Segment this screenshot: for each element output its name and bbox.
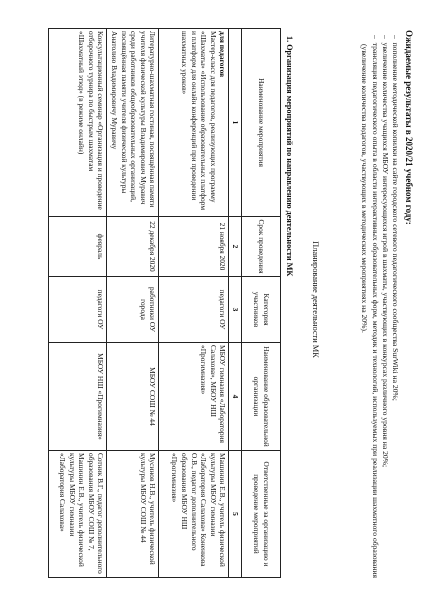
list-item-text: увеличение количества учащихся МБОУ интересующихся игрой в шахматы, участвующих в конкурсах различного уровня на 20%; [380, 42, 390, 468]
event-cell [107, 29, 159, 217]
header-organization: Наименование образовательной организации [242, 343, 281, 451]
participants-cell: педагоги ОУ [159, 277, 229, 343]
events-table [48, 28, 281, 578]
header-event: Наименование мероприятия [242, 29, 281, 217]
table-row [159, 29, 229, 578]
expected-results-heading: Ожидаемые результаты в 2020/21 учебном году: [404, 30, 414, 225]
col-number: 4 [229, 343, 242, 451]
col-number: 1 [229, 29, 242, 217]
header-date: Срок проведения [242, 217, 281, 277]
table-row [49, 29, 107, 578]
list-item: – пополнение методической копилки на сайте городского сетевого педагогического сообщества SurWiki на 20%; [391, 35, 400, 401]
list-item: – увеличение количества учащихся МБОУ интересующихся игрой в шахматы, участвующих в конкурсах различного уровня на 20%; [380, 35, 390, 468]
organization-cell: МБОУ НШ «Прогимназия» [49, 343, 107, 451]
participants-cell: работники ОУ города [107, 277, 159, 343]
list-item-text: трансляция педагогического опыта в области интерактивных образовательных форм, методик и технологий, используемых при реализации шахматного образования (увеличение количества педагогов, участвующих в методических мероприятиях на 20%). [360, 42, 380, 579]
date-cell: 21 ноября 2020 [159, 217, 229, 277]
col-number: 3 [229, 277, 242, 343]
expected-results-list [359, 30, 400, 578]
col-number: 5 [229, 451, 242, 578]
event-cell: Консультационный семинар «Организация и проведение отборочного турнира по быстрым шахматам «Шахматный этюд» (в режиме онлайн) [49, 29, 107, 217]
group-label: для педагогов [218, 31, 228, 78]
table-row [107, 29, 159, 578]
event-text: Мастер-класс для педагогов, реализующих программу «Шахматы» «Использование образовательных платформ и платформ для онлайн конференций при проведении шахматных уроков» [180, 31, 218, 211]
organization-cell: МБОУ СОШ № 44 [107, 343, 159, 451]
responsible-cell: Машинин Е.В., учитель физической культуры МБОУ гимназии «Лаборатория Салахова» Коненкова О.В., педагог дополнительного образования МБОУ НШ «Прогимназия» [159, 451, 229, 578]
table-header-row [242, 29, 281, 578]
list-item-text: пополнение методической копилки на сайте городского сетевого педагогического сообщества SurWiki на 20%; [391, 42, 400, 401]
date-cell: февраль [49, 217, 107, 277]
event-text: Литературно-шахматная гостиная, посвящённая памяти учителя физической культуры Владимирович Муравич [138, 31, 158, 208]
date-cell: 22 декабря 2020 [107, 217, 159, 277]
responsible-cell: Мусинов Н.В., учитель физической культуры МБОУ СОШ № 44 [107, 451, 159, 578]
col-number: 2 [229, 217, 242, 277]
table-number-row [229, 29, 242, 578]
participants-cell: педагоги ОУ [49, 277, 107, 343]
list-item: – трансляция педагогического опыта в области интерактивных образовательных форм, методик и технологий, используемых при реализации шахматного образования (увеличение количества педагогов, участвующих в методических мероприятиях на 20%). [360, 35, 380, 579]
event-text-continued: среди работников общеобразовательных организаций, посвящённая памяти учителя физической культуры Анатолию Владимировичу Муравичу [110, 31, 139, 202]
header-participants: Категория участников [242, 277, 281, 343]
responsible-cell: Сотник В.Г., педагог дополнительного образования МБОУ СОШ № 7, Машинин Е.В., учитель физической культуры МБОУ гимназии «Лаборатория Салахова» [49, 451, 107, 578]
header-responsible: Ответственные за организацию и проведение мероприятий [242, 451, 281, 578]
section-title: 1. Организация мероприятий по направлению деятельности МК [285, 36, 294, 277]
event-cell [159, 29, 229, 217]
organization-cell: МБОУ гимназия «Лаборатория Салахова», МБОУ НШ «Прогимназия» [159, 343, 229, 451]
planning-subheading: Планирование деятельности МК [311, 241, 320, 358]
